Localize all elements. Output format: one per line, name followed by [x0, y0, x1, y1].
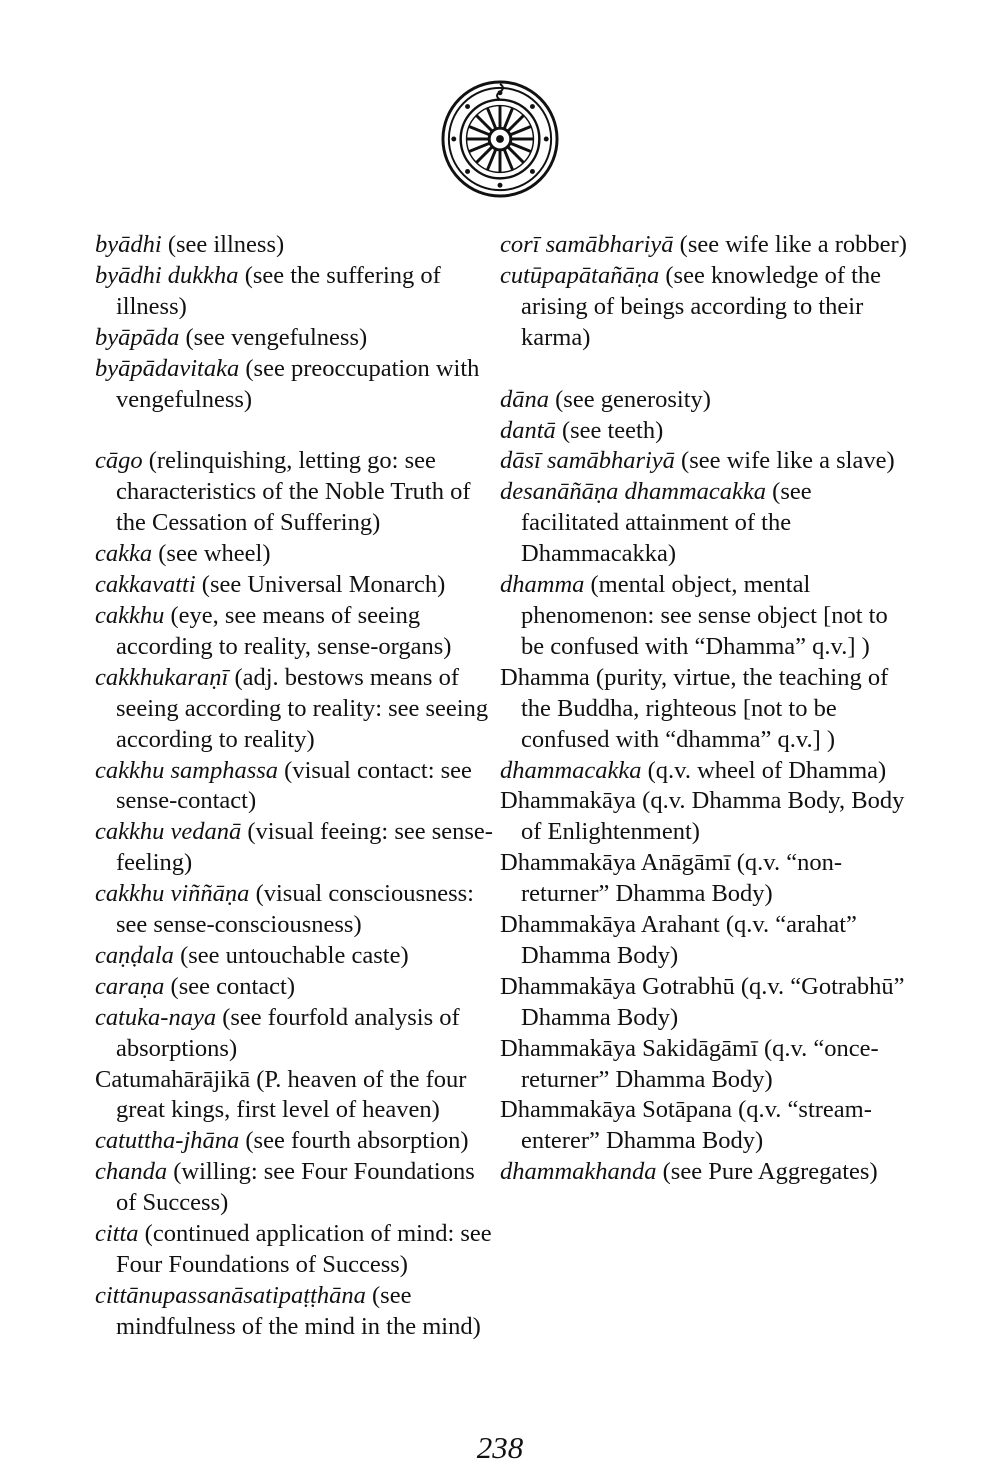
entry — [500, 910, 910, 972]
entry — [500, 230, 910, 261]
page-number: 238 — [476, 1430, 524, 1465]
section-gap — [500, 354, 910, 385]
entry-definition: (see facilitated attainment of the Dhammacakka) — [521, 478, 812, 568]
entry-term: dāsī samābhariyā — [500, 447, 675, 475]
entry — [95, 261, 495, 323]
entry-definition: (adj. bestows means of seeing according to reality: see seeing according to reality) — [116, 663, 489, 753]
entry-term: byāpādavitaka — [95, 354, 240, 382]
entry — [500, 1095, 910, 1157]
entry-term: cakka — [95, 540, 153, 568]
entry — [95, 323, 495, 354]
entry — [500, 663, 910, 756]
entry-definition: (visual contact: see sense-contact) — [116, 756, 472, 815]
entry-term: dhamma — [500, 571, 585, 599]
entry-term: cakkhu vedanā — [95, 818, 242, 846]
entry-definition: (visual consciousness: see sense-consciousness) — [116, 880, 474, 939]
entry — [95, 1126, 495, 1157]
entry-definition: Dhammakāya Sakidāgāmī (q.v. “once-returner” Dhamma Body) — [500, 1034, 879, 1093]
entry-definition: (see wife like a robber) — [673, 231, 907, 258]
entry-definition: Dhammakāya Gotrabhū (q.v. “Gotrabhū” Dhamma Body) — [500, 972, 905, 1031]
entry — [95, 601, 495, 663]
section-gap — [95, 415, 495, 446]
entry-term: byāpāda — [95, 323, 180, 351]
entry — [95, 354, 495, 416]
entry — [500, 756, 910, 787]
entry — [95, 663, 495, 756]
entry-definition: (see the suffering of illness) — [116, 261, 441, 320]
entry — [95, 756, 495, 818]
entry-term: cakkavatti — [95, 571, 196, 599]
entry-term: dhammacakka — [500, 756, 642, 784]
entry-term: citta — [95, 1220, 139, 1248]
entry — [500, 570, 910, 663]
entry-definition: Dhammakāya (q.v. Dhamma Body, Body of Enlightenment) — [500, 787, 905, 846]
entry-term: desanāñāṇa dhammacakka — [500, 478, 767, 506]
entry — [95, 446, 495, 539]
entry-definition: (see Pure Aggregates) — [656, 1158, 878, 1186]
entry-term: dāna — [500, 385, 549, 413]
entry — [95, 1003, 495, 1065]
entry — [95, 1219, 495, 1281]
entry-term: corī samābhariyā — [500, 231, 674, 258]
entry — [500, 385, 910, 416]
entry-term: cakkhukaraṇī — [95, 663, 229, 691]
entry-definition: Dhammakāya Arahant (q.v. “arahat” Dhamma Body) — [500, 911, 857, 969]
entry-term: caraṇa — [95, 972, 165, 1000]
entry — [500, 261, 910, 354]
entry-term: cāgo — [95, 447, 143, 475]
entry — [95, 570, 495, 601]
entry — [95, 941, 495, 972]
entry — [95, 879, 495, 941]
entry-definition: Dhammakāya Sotāpana (q.v. “stream-enterer” Dhamma Body) — [500, 1096, 872, 1155]
entry-definition: (see teeth) — [555, 416, 664, 444]
entry-definition: (see wife like a slave) — [674, 447, 895, 475]
entry-definition: (see untouchable caste) — [173, 941, 409, 969]
entry — [95, 230, 495, 261]
entry-definition: (see vengefulness) — [179, 323, 368, 351]
entry-definition: Dhamma (purity, virtue, the teaching of the Buddha, righteous [not to be confused with “dhamma” q.v.] ) — [500, 663, 889, 753]
entry-definition: (willing: see Four Foundations of Success) — [116, 1158, 475, 1217]
entry — [500, 972, 910, 1034]
entry-term: chanda — [95, 1158, 168, 1186]
entry-definition: (see illness) — [161, 231, 285, 258]
entry-term: cittānupassanāsatipaṭṭhāna — [95, 1281, 366, 1309]
entry-term: cutūpapātañāṇa — [500, 261, 660, 289]
entry — [500, 1034, 910, 1096]
entry-term: cakkhu samphassa — [95, 756, 279, 784]
right-column — [500, 230, 910, 1188]
entry-definition: (eye, see means of seeing according to reality, sense-organs) — [116, 601, 452, 660]
left-column — [95, 230, 495, 1343]
entry — [95, 539, 495, 570]
entry-term: dhammakhanda — [500, 1158, 657, 1186]
entry-definition: Catumahārājikā (P. heaven of the four great kings, first level of heaven) — [95, 1065, 467, 1124]
entry — [500, 786, 910, 848]
entry-definition: Dhammakāya Anāgāmī (q.v. “non-returner” Dhamma Body) — [500, 849, 842, 908]
entry-definition: (see Universal Monarch) — [195, 571, 446, 599]
entry-term: catuttha-jhāna — [95, 1127, 240, 1155]
entry — [95, 1065, 495, 1127]
entry-definition: (relinquishing, letting go: see characteristics of the Noble Truth of the Cessation of Suffering) — [116, 447, 471, 537]
entry — [500, 416, 910, 447]
entry — [500, 446, 910, 477]
entry — [500, 477, 910, 570]
entry-definition: (see fourfold analysis of absorptions) — [116, 1003, 460, 1062]
entry — [500, 1157, 910, 1188]
entry-term: cakkhu — [95, 601, 165, 629]
entry-definition: (see wheel) — [152, 540, 271, 568]
entry — [95, 972, 495, 1003]
entry-definition: (see contact) — [164, 972, 296, 1000]
entry-definition: (visual feeing: see sense-feeling) — [116, 818, 493, 877]
entry-definition: (q.v. wheel of Dhamma) — [641, 756, 887, 784]
entry-definition: (see fourth absorption) — [239, 1127, 469, 1155]
entry — [95, 1157, 495, 1219]
entry-definition: (mental object, mental phenomenon: see sense object [not to be confused with “Dhamma” q.v.] ) — [521, 571, 888, 660]
entry-term: byādhi dukkha — [95, 261, 239, 289]
dharma-wheel-icon — [441, 80, 559, 198]
entry-term: byādhi — [95, 231, 162, 258]
entry-term: caṇḍala — [95, 941, 174, 969]
entry — [95, 817, 495, 879]
entry-definition: (see knowledge of the arising of beings according to their karma) — [521, 261, 882, 351]
entry-definition: (see mindfulness of the mind in the mind) — [116, 1281, 481, 1340]
entry-definition: (see preoccupation with vengefulness) — [116, 354, 480, 413]
entry-definition: (see generosity) — [549, 385, 711, 413]
entry-term: cakkhu viññāṇa — [95, 880, 250, 908]
entry — [500, 848, 910, 910]
entry-term: dantā — [500, 416, 556, 444]
entry-definition: (continued application of mind: see Four Foundations of Success) — [116, 1220, 492, 1278]
entry-term: catuka-naya — [95, 1003, 217, 1031]
entry — [95, 1281, 495, 1343]
